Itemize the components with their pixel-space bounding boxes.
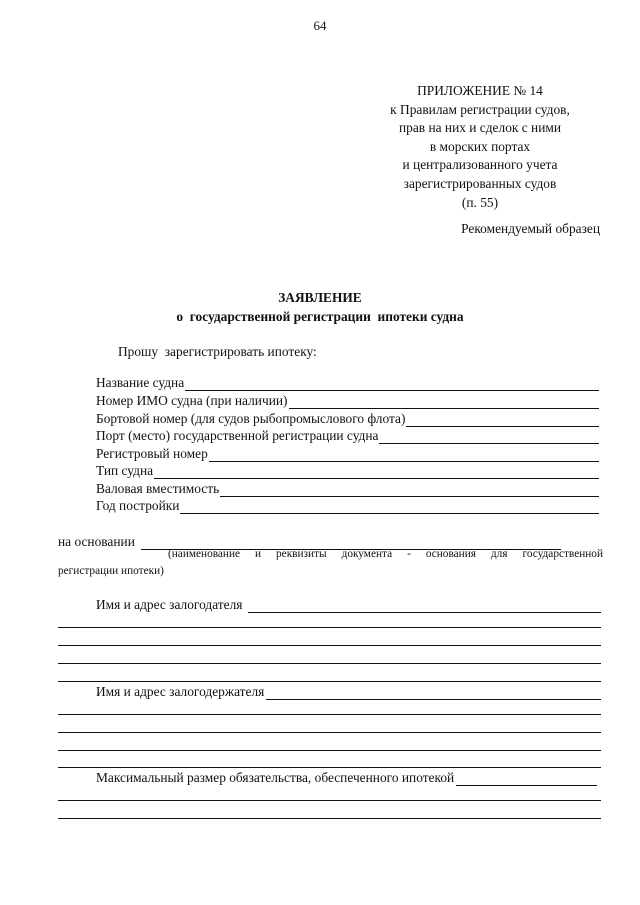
fill-line[interactable]	[248, 600, 601, 613]
fill-line[interactable]	[220, 484, 599, 497]
fill-line[interactable]	[58, 818, 601, 819]
field-label: Тип судна	[96, 463, 154, 478]
page-number: 64	[313, 18, 327, 33]
field-pledgee[interactable]	[96, 684, 601, 700]
field-pledgor[interactable]	[96, 597, 601, 613]
field-label: Максимальный размер обязательства, обеспеченного ипотекой	[96, 770, 455, 785]
field-label: Название судна	[96, 375, 185, 390]
fill-line[interactable]	[58, 627, 601, 628]
field-gross-tonnage[interactable]	[96, 481, 599, 497]
field-vessel-type[interactable]	[96, 463, 599, 479]
field-label: Имя и адрес залогодателя	[96, 597, 243, 612]
field-label: Валовая вместимость	[96, 481, 220, 496]
field-label: Номер ИМО судна (при наличии)	[96, 393, 288, 408]
fill-line[interactable]	[154, 466, 599, 479]
appendix-line: ПРИЛОЖЕНИЕ № 14	[417, 83, 543, 98]
appendix-line: (п. 55)	[461, 194, 499, 210]
appendix-line: прав на них и сделок с ними	[398, 120, 561, 136]
basis-note: (наименование и реквизиты документа - основания для государственной	[168, 548, 603, 560]
field-registration-port[interactable]	[96, 428, 599, 444]
basis-note-continuation: регистрации ипотеки)	[58, 565, 164, 577]
fill-line[interactable]	[180, 501, 599, 514]
fill-line[interactable]	[379, 431, 599, 444]
fill-line[interactable]	[58, 750, 601, 751]
field-label: Год постройки	[96, 498, 180, 513]
field-register-number[interactable]	[96, 446, 599, 462]
field-build-year[interactable]	[96, 498, 599, 514]
appendix-line: в морских портах	[429, 138, 531, 154]
fill-line[interactable]	[266, 687, 601, 700]
fill-line[interactable]	[58, 800, 601, 801]
fill-line[interactable]	[58, 732, 601, 733]
field-label: Имя и адрес залогодержателя	[96, 684, 265, 699]
field-vessel-name[interactable]	[96, 375, 599, 391]
fill-line[interactable]	[58, 663, 601, 664]
fill-line[interactable]	[456, 773, 597, 786]
fill-line[interactable]	[289, 396, 600, 409]
field-label: Регистровый номер	[96, 446, 208, 461]
fill-line[interactable]	[209, 449, 599, 462]
fill-line[interactable]	[185, 378, 599, 391]
appendix-line: и централизованного учета	[402, 157, 558, 173]
recommended-sample-label: Рекомендуемый образец	[461, 221, 600, 236]
fill-line[interactable]	[58, 714, 601, 715]
appendix-line: зарегистрированных судов	[403, 175, 557, 191]
field-label: Бортовой номер (для судов рыбопромыслового флота)	[96, 411, 406, 426]
fill-line[interactable]	[406, 414, 599, 427]
field-label: на основании	[58, 534, 135, 549]
request-lead-text: Прошу зарегистрировать ипотеку:	[118, 344, 317, 359]
appendix-header	[360, 82, 600, 212]
field-imo-number[interactable]	[96, 393, 599, 409]
appendix-line: к Правилам регистрации судов,	[390, 101, 570, 117]
field-label: Порт (место) государственной регистрации судна	[96, 428, 379, 443]
fill-line[interactable]	[58, 645, 601, 646]
fill-line[interactable]	[58, 767, 601, 768]
fill-line[interactable]	[58, 681, 601, 682]
document-subtitle: о государственной регистрации ипотеки судна	[176, 309, 464, 324]
field-max-obligation[interactable]	[96, 770, 597, 786]
field-board-number[interactable]	[96, 411, 599, 427]
document-title: ЗАЯВЛЕНИЕ	[278, 290, 362, 305]
